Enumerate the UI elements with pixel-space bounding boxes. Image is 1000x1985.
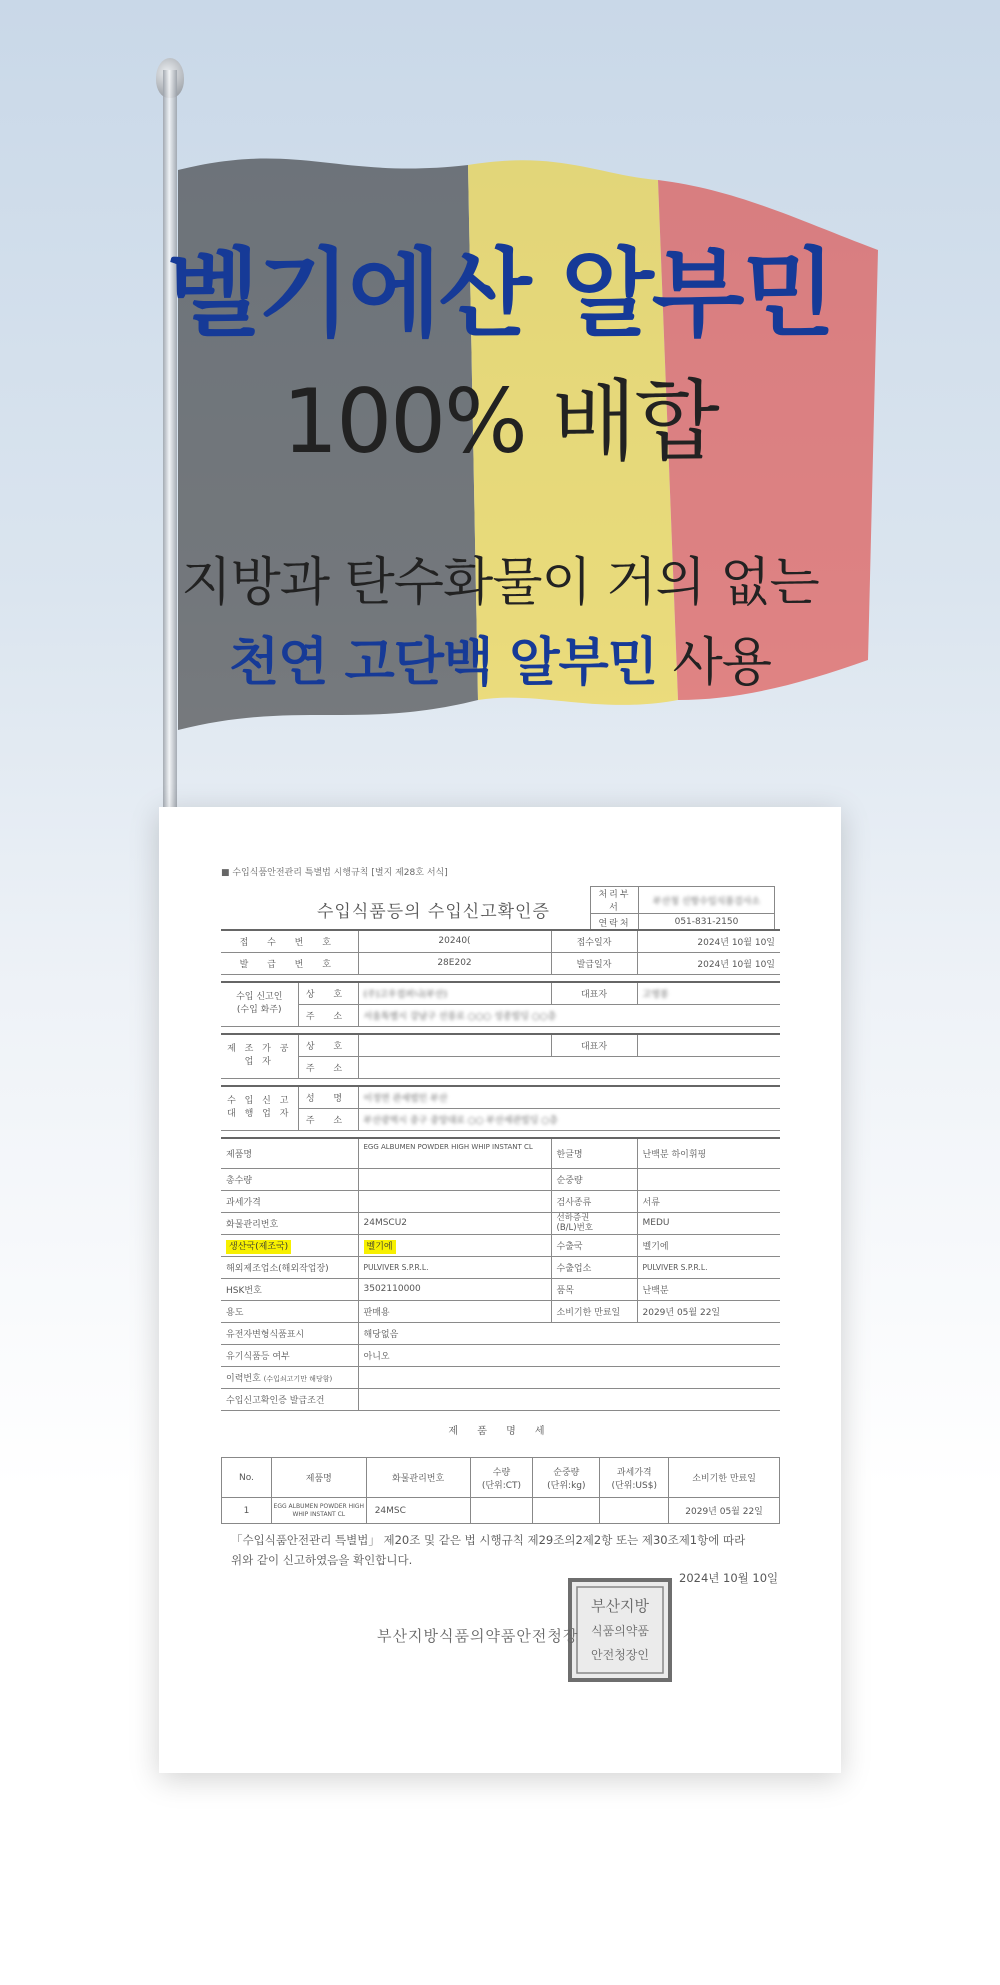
- hsk-value: 3502110000: [358, 1278, 551, 1300]
- item-label: 품목: [551, 1278, 637, 1300]
- contact-value: 051-831-2150: [639, 914, 775, 931]
- item-product: EGG ALBUMEN POWDER HIGH WHIP INSTANT CL: [271, 1498, 366, 1524]
- origin-label-cell: [221, 1234, 358, 1256]
- trace-value: [358, 1366, 780, 1388]
- confirmation-note: 「수입식품안전관리 특별법」 제20조 및 같은 법 시행규칙 제29조의2제2항 또는 제30조제1항에 따라 위와 같이 신고하였음을 확인합니다.: [231, 1533, 746, 1567]
- bl-label: 선하증권 (B/L)번호: [551, 1212, 637, 1234]
- hero-line2-highlight: 천연 고단백 알부민: [228, 633, 658, 693]
- agent-name-label: 성 명: [298, 1086, 358, 1108]
- receipt-date: 2024년 10월 10일: [637, 930, 780, 952]
- issue-no: 28E202: [358, 952, 551, 974]
- import-certificate-document: [159, 807, 841, 1773]
- dept-label: 처리부서: [591, 887, 639, 914]
- exporter-label: 수출업소: [551, 1256, 637, 1278]
- cond-value: [358, 1388, 780, 1410]
- svg-text:식품의약품: 식품의약품: [591, 1624, 649, 1638]
- hero-line2-rest: 사용: [657, 633, 772, 693]
- receipt-date-label: 접수일자: [551, 930, 637, 952]
- form-reference: ■ 수입식품안전관리 특별법 시행규칙 [별지 제28호 서식]: [221, 868, 448, 878]
- hero-line2: [0, 620, 1000, 695]
- table-row: [222, 1498, 780, 1524]
- maker-label: 제 조 가 공 업 자: [221, 1034, 298, 1078]
- hero-section: [0, 0, 1000, 820]
- cond-label: 수입신고확인증 발급조건: [221, 1388, 358, 1410]
- hsk-label: HSK번호: [221, 1278, 358, 1300]
- items-header-net: 순중량 (단위:kg): [533, 1458, 600, 1498]
- agent-addr: 부산광역시 중구 중앙대로 ○○ 부산세관빌딩 ○층: [358, 1108, 780, 1130]
- issuer-name: 부산지방식품의약품안전청장: [377, 1627, 579, 1645]
- gross-value: [358, 1168, 551, 1190]
- receipt-no-label: 접 수 번 호: [221, 930, 358, 952]
- maker-addr: [358, 1056, 780, 1078]
- organic-label: 유기식품등 여부: [221, 1344, 358, 1366]
- contact-label: 연락처: [591, 914, 639, 931]
- origin-label: 생산국(제조국): [226, 1240, 291, 1254]
- issue-date-label: 발급일자: [551, 952, 637, 974]
- maker-trade-label: 상 호: [298, 1034, 358, 1056]
- item-cargo: 24MSC: [366, 1498, 470, 1524]
- exporter-value: PULVIVER S.P.R.L.: [637, 1256, 780, 1278]
- hero-title: 벨기에산 알부민: [166, 238, 834, 350]
- importer-rep: 고영봉: [637, 982, 780, 1004]
- item-value: 난백분: [637, 1278, 780, 1300]
- gross-label: 총수량: [221, 1168, 358, 1190]
- receipt-no: 20240(: [358, 930, 551, 952]
- importer-name: (주)고우컴퍼니(부산): [358, 982, 551, 1004]
- item-expiry: 2029년 05월 22일: [669, 1498, 780, 1524]
- agent-addr-label: 주 소: [298, 1108, 358, 1130]
- svg-text:부산지방: 부산지방: [591, 1597, 649, 1615]
- importer-label: 수입 신고인 (수입 화주): [221, 982, 298, 1026]
- trace-label-cell: [221, 1366, 358, 1388]
- organic-value: 아니오: [358, 1344, 780, 1366]
- issue-date: 2024년 10월 10일: [637, 952, 780, 974]
- items-header-product: 제품명: [271, 1458, 366, 1498]
- svg-text:안전청장인: 안전청장인: [591, 1648, 649, 1662]
- hero-line1: 지방과 탄수화물이 거의 없는: [181, 553, 819, 613]
- inspect-value: 서류: [637, 1190, 780, 1212]
- maker-name: [358, 1034, 551, 1056]
- certificate-table: [221, 929, 780, 1411]
- item-qty: [470, 1498, 533, 1524]
- department-box: [590, 886, 775, 931]
- trace-note: (수입쇠고기만 해당함): [263, 1374, 333, 1383]
- official-seal-stamp: [567, 1577, 673, 1683]
- overseas-value: PULVIVER S.P.R.L.: [358, 1256, 551, 1278]
- confirmation-date: 2024년 10월 10일: [679, 1571, 779, 1585]
- expiry-value: 2029년 05월 22일: [637, 1300, 780, 1322]
- items-table: [221, 1457, 780, 1524]
- tax-label: 과세가격: [221, 1190, 358, 1212]
- product-name: EGG ALBUMEN POWDER HIGH WHIP INSTANT CL: [358, 1138, 551, 1168]
- items-header-qty: 수량 (단위:CT): [470, 1458, 533, 1498]
- korean-name: 난백분 하이휘핑: [637, 1138, 780, 1168]
- items-header-no: No.: [222, 1458, 272, 1498]
- gmo-value: 해당없음: [358, 1322, 780, 1344]
- importer-addr: 서울특별시 강남구 선릉로 ○○○ 성종빌딩 ○○층: [358, 1004, 780, 1026]
- maker-rep: [637, 1034, 780, 1056]
- net-label: 순중량: [551, 1168, 637, 1190]
- item-no: 1: [222, 1498, 272, 1524]
- gmo-label: 유전자변형식품표시: [221, 1322, 358, 1344]
- items-title: 제 품 명 세: [448, 1426, 553, 1437]
- maker-rep-label: 대표자: [551, 1034, 637, 1056]
- use-label: 용도: [221, 1300, 358, 1322]
- overseas-label: 해외제조업소(해외작업장): [221, 1256, 358, 1278]
- importer-addr-label: 주 소: [298, 1004, 358, 1026]
- expiry-label: 소비기한 만료일: [551, 1300, 637, 1322]
- importer-trade-label: 상 호: [298, 982, 358, 1004]
- tax-value: [358, 1190, 551, 1212]
- issue-no-label: 발 급 번 호: [221, 952, 358, 974]
- items-header-expiry: 소비기한 만료일: [669, 1458, 780, 1498]
- trace-label: 이력번호: [226, 1373, 261, 1384]
- use-value: 판매용: [358, 1300, 551, 1322]
- item-tax: [600, 1498, 669, 1524]
- net-value: [637, 1168, 780, 1190]
- agent-label: 수 입 신 고 대 행 업 자: [221, 1086, 298, 1130]
- product-label: 제품명: [221, 1138, 358, 1168]
- export-country-label: 수출국: [551, 1234, 637, 1256]
- hero-subtitle: 100% 배합: [282, 370, 718, 473]
- origin-value: 벨기에: [364, 1240, 396, 1254]
- export-country-value: 벨기에: [637, 1234, 780, 1256]
- cargo-value: 24MSCU2: [358, 1212, 551, 1234]
- bl-value: MEDU: [637, 1212, 780, 1234]
- dept-value: 부산청 신항수입식품검사소: [639, 887, 775, 914]
- items-header-cargo: 화물관리번호: [366, 1458, 470, 1498]
- agent-name: 이정연 관세법인 부산: [358, 1086, 780, 1108]
- origin-value-cell: [358, 1234, 551, 1256]
- item-net: [533, 1498, 600, 1524]
- cargo-label: 화물관리번호: [221, 1212, 358, 1234]
- document-title: 수입식품등의 수입신고확인증: [317, 902, 550, 922]
- maker-addr-label: 주 소: [298, 1056, 358, 1078]
- korean-name-label: 한글명: [551, 1138, 637, 1168]
- inspect-label: 검사종류: [551, 1190, 637, 1212]
- importer-rep-label: 대표자: [551, 982, 637, 1004]
- items-header-tax: 과세가격 (단위:US$): [600, 1458, 669, 1498]
